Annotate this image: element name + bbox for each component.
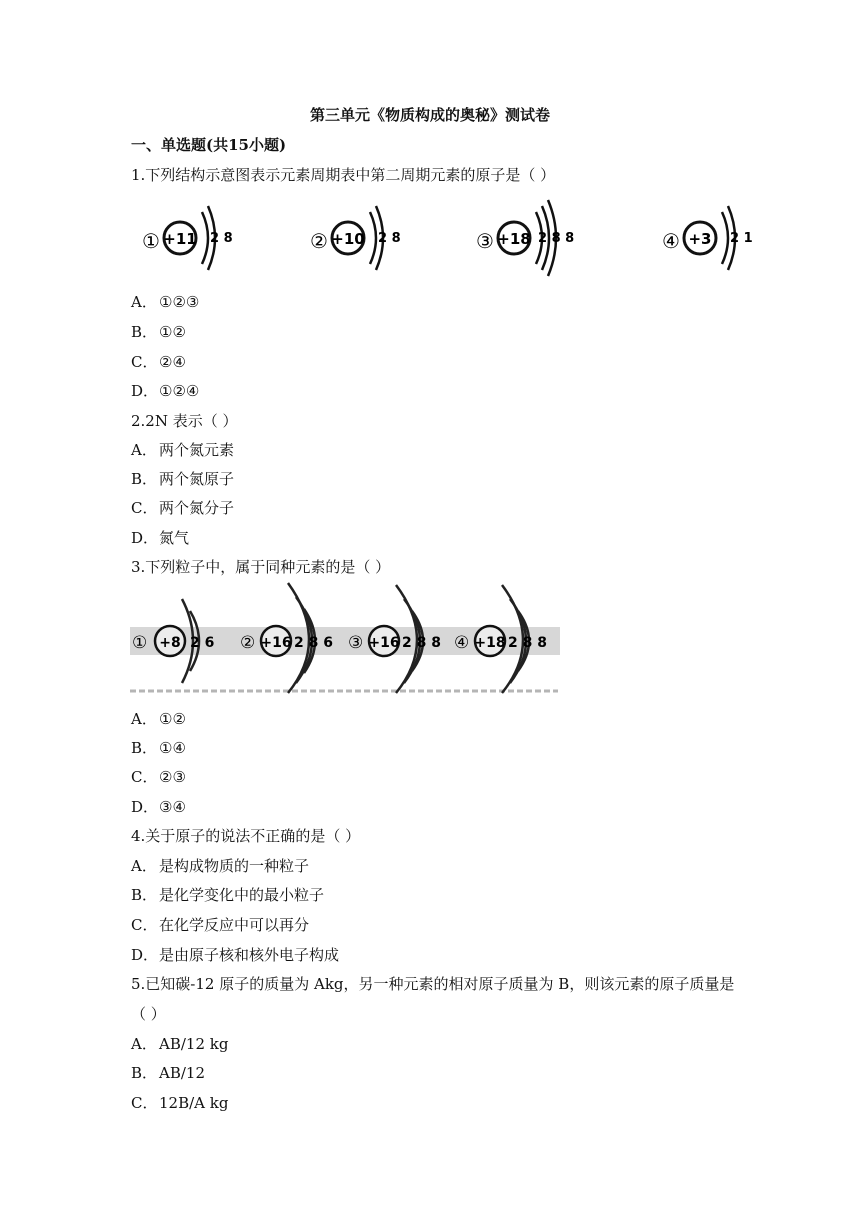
option-letter: C．	[131, 1094, 158, 1112]
question-2-stem: 2.2N 表示（ ）	[131, 412, 238, 430]
q1-option-d	[131, 380, 199, 401]
option-text: ②③	[159, 768, 186, 786]
nucleus-charge: +18	[474, 635, 506, 651]
nucleus-charge: +10	[331, 230, 365, 248]
q3-option-d	[131, 796, 186, 817]
option-letter: B．	[131, 470, 158, 488]
option-text: ③④	[159, 798, 186, 816]
option-text: 氮气	[159, 529, 190, 547]
electron-shells: 2 6	[190, 635, 215, 651]
diagram-label: ②	[240, 633, 256, 653]
nucleus-charge: +16	[368, 635, 400, 651]
question-1-stem: 1.下列结构示意图表示元素周期表中第二周期元素的原子是（ ）	[131, 166, 556, 184]
page-title: 第三单元《物质构成的奥秘》测试卷	[309, 106, 550, 124]
q1-option-c	[131, 351, 186, 372]
option-text: ①②④	[159, 382, 200, 400]
q1-diagram-2	[308, 198, 401, 278]
option-text: 是构成物质的一种粒子	[159, 857, 310, 875]
electron-shells: 2 8	[210, 231, 233, 246]
option-text: ①②	[159, 710, 186, 728]
electron-shells: 2 8 8	[538, 231, 575, 246]
q4-option-b	[131, 884, 324, 905]
question-5-stem-cont: （ ）	[131, 1005, 166, 1023]
option-text: AB/12	[159, 1064, 205, 1082]
q3-diagram-4	[454, 585, 547, 693]
option-letter: C．	[131, 353, 158, 371]
q2-option-d	[131, 527, 189, 548]
option-text: 是化学变化中的最小粒子	[159, 886, 325, 904]
diagram-label: ①	[132, 633, 148, 653]
option-text: AB/12 kg	[159, 1035, 229, 1053]
q4-option-d	[131, 944, 339, 965]
nucleus-charge: +11	[163, 230, 197, 248]
option-letter: A．	[131, 857, 157, 875]
diagram-label: ③	[476, 229, 494, 253]
q2-option-a	[131, 439, 234, 460]
option-text: 12B/A kg	[159, 1094, 229, 1112]
electron-shells: 2 1	[730, 231, 753, 246]
option-letter: D．	[131, 946, 159, 964]
diagram-label: ④	[662, 229, 680, 253]
q5-option-a	[131, 1033, 228, 1054]
question-3-stem: 3.下列粒子中，属于同种元素的是（ ）	[131, 558, 391, 576]
diagram-label: ③	[348, 633, 364, 653]
option-letter: A．	[131, 441, 157, 459]
option-letter: D．	[131, 382, 159, 400]
q2-option-c	[131, 497, 234, 518]
nucleus-charge: +3	[688, 230, 712, 248]
diagram-label: ②	[310, 229, 328, 253]
option-letter: A．	[131, 293, 157, 311]
question-5-stem: 5.已知碳-12 原子的质量为 Akg，另一种元素的相对原子质量为 B，则该元素的原子质量是	[131, 975, 735, 993]
option-text: ①④	[159, 739, 186, 757]
option-letter: A．	[131, 710, 157, 728]
option-text: 两个氮元素	[159, 441, 235, 459]
q3-diagram-2	[240, 583, 333, 693]
electron-shells: 2 8 8	[508, 635, 547, 651]
option-letter: B．	[131, 1064, 158, 1082]
option-text: 两个氮分子	[159, 499, 235, 517]
option-letter: C．	[131, 499, 158, 517]
diagram-label: ①	[142, 229, 160, 253]
nucleus-charge: +18	[497, 230, 531, 248]
section-heading: 一、单选题(共15小题)	[131, 136, 287, 154]
electron-shells: 2 8 6	[294, 635, 333, 651]
option-text: ①②③	[159, 293, 200, 311]
option-text: ②④	[159, 353, 186, 371]
q1-option-b	[131, 321, 186, 342]
electron-shells: 2 8	[378, 231, 401, 246]
q5-option-c	[131, 1092, 228, 1113]
q1-diagram-1	[140, 198, 233, 278]
q2-option-b	[131, 468, 234, 489]
option-text: 在化学反应中可以再分	[159, 916, 310, 934]
option-letter: C．	[131, 768, 158, 786]
q4-option-c	[131, 914, 309, 935]
option-letter: B．	[131, 323, 158, 341]
diagram-label: ④	[454, 633, 470, 653]
option-text: 是由原子核和核外电子构成	[159, 946, 340, 964]
electron-shells: 2 8 8	[402, 635, 441, 651]
q3-option-b	[131, 737, 186, 758]
option-letter: B．	[131, 886, 158, 904]
q1-diagram-3	[474, 196, 574, 280]
nucleus-charge: +16	[260, 635, 292, 651]
q4-option-a	[131, 855, 309, 876]
q3-option-c	[131, 766, 186, 787]
option-letter: D．	[131, 529, 159, 547]
question-4-stem: 4.关于原子的说法不正确的是（ ）	[131, 827, 361, 845]
option-text: 两个氮原子	[159, 470, 235, 488]
q3-diagram-1	[132, 599, 214, 683]
q1-diagram-4	[660, 198, 753, 278]
q5-option-b	[131, 1062, 205, 1083]
q3-option-a	[131, 708, 186, 729]
option-text: ①②	[159, 323, 186, 341]
q1-option-a	[131, 291, 199, 312]
option-letter: C．	[131, 916, 158, 934]
option-letter: A．	[131, 1035, 157, 1053]
q3-diagram-3	[348, 585, 441, 693]
nucleus-charge: +8	[159, 635, 181, 651]
option-letter: B．	[131, 739, 158, 757]
q3-diagram-strip	[130, 583, 560, 698]
option-letter: D．	[131, 798, 159, 816]
